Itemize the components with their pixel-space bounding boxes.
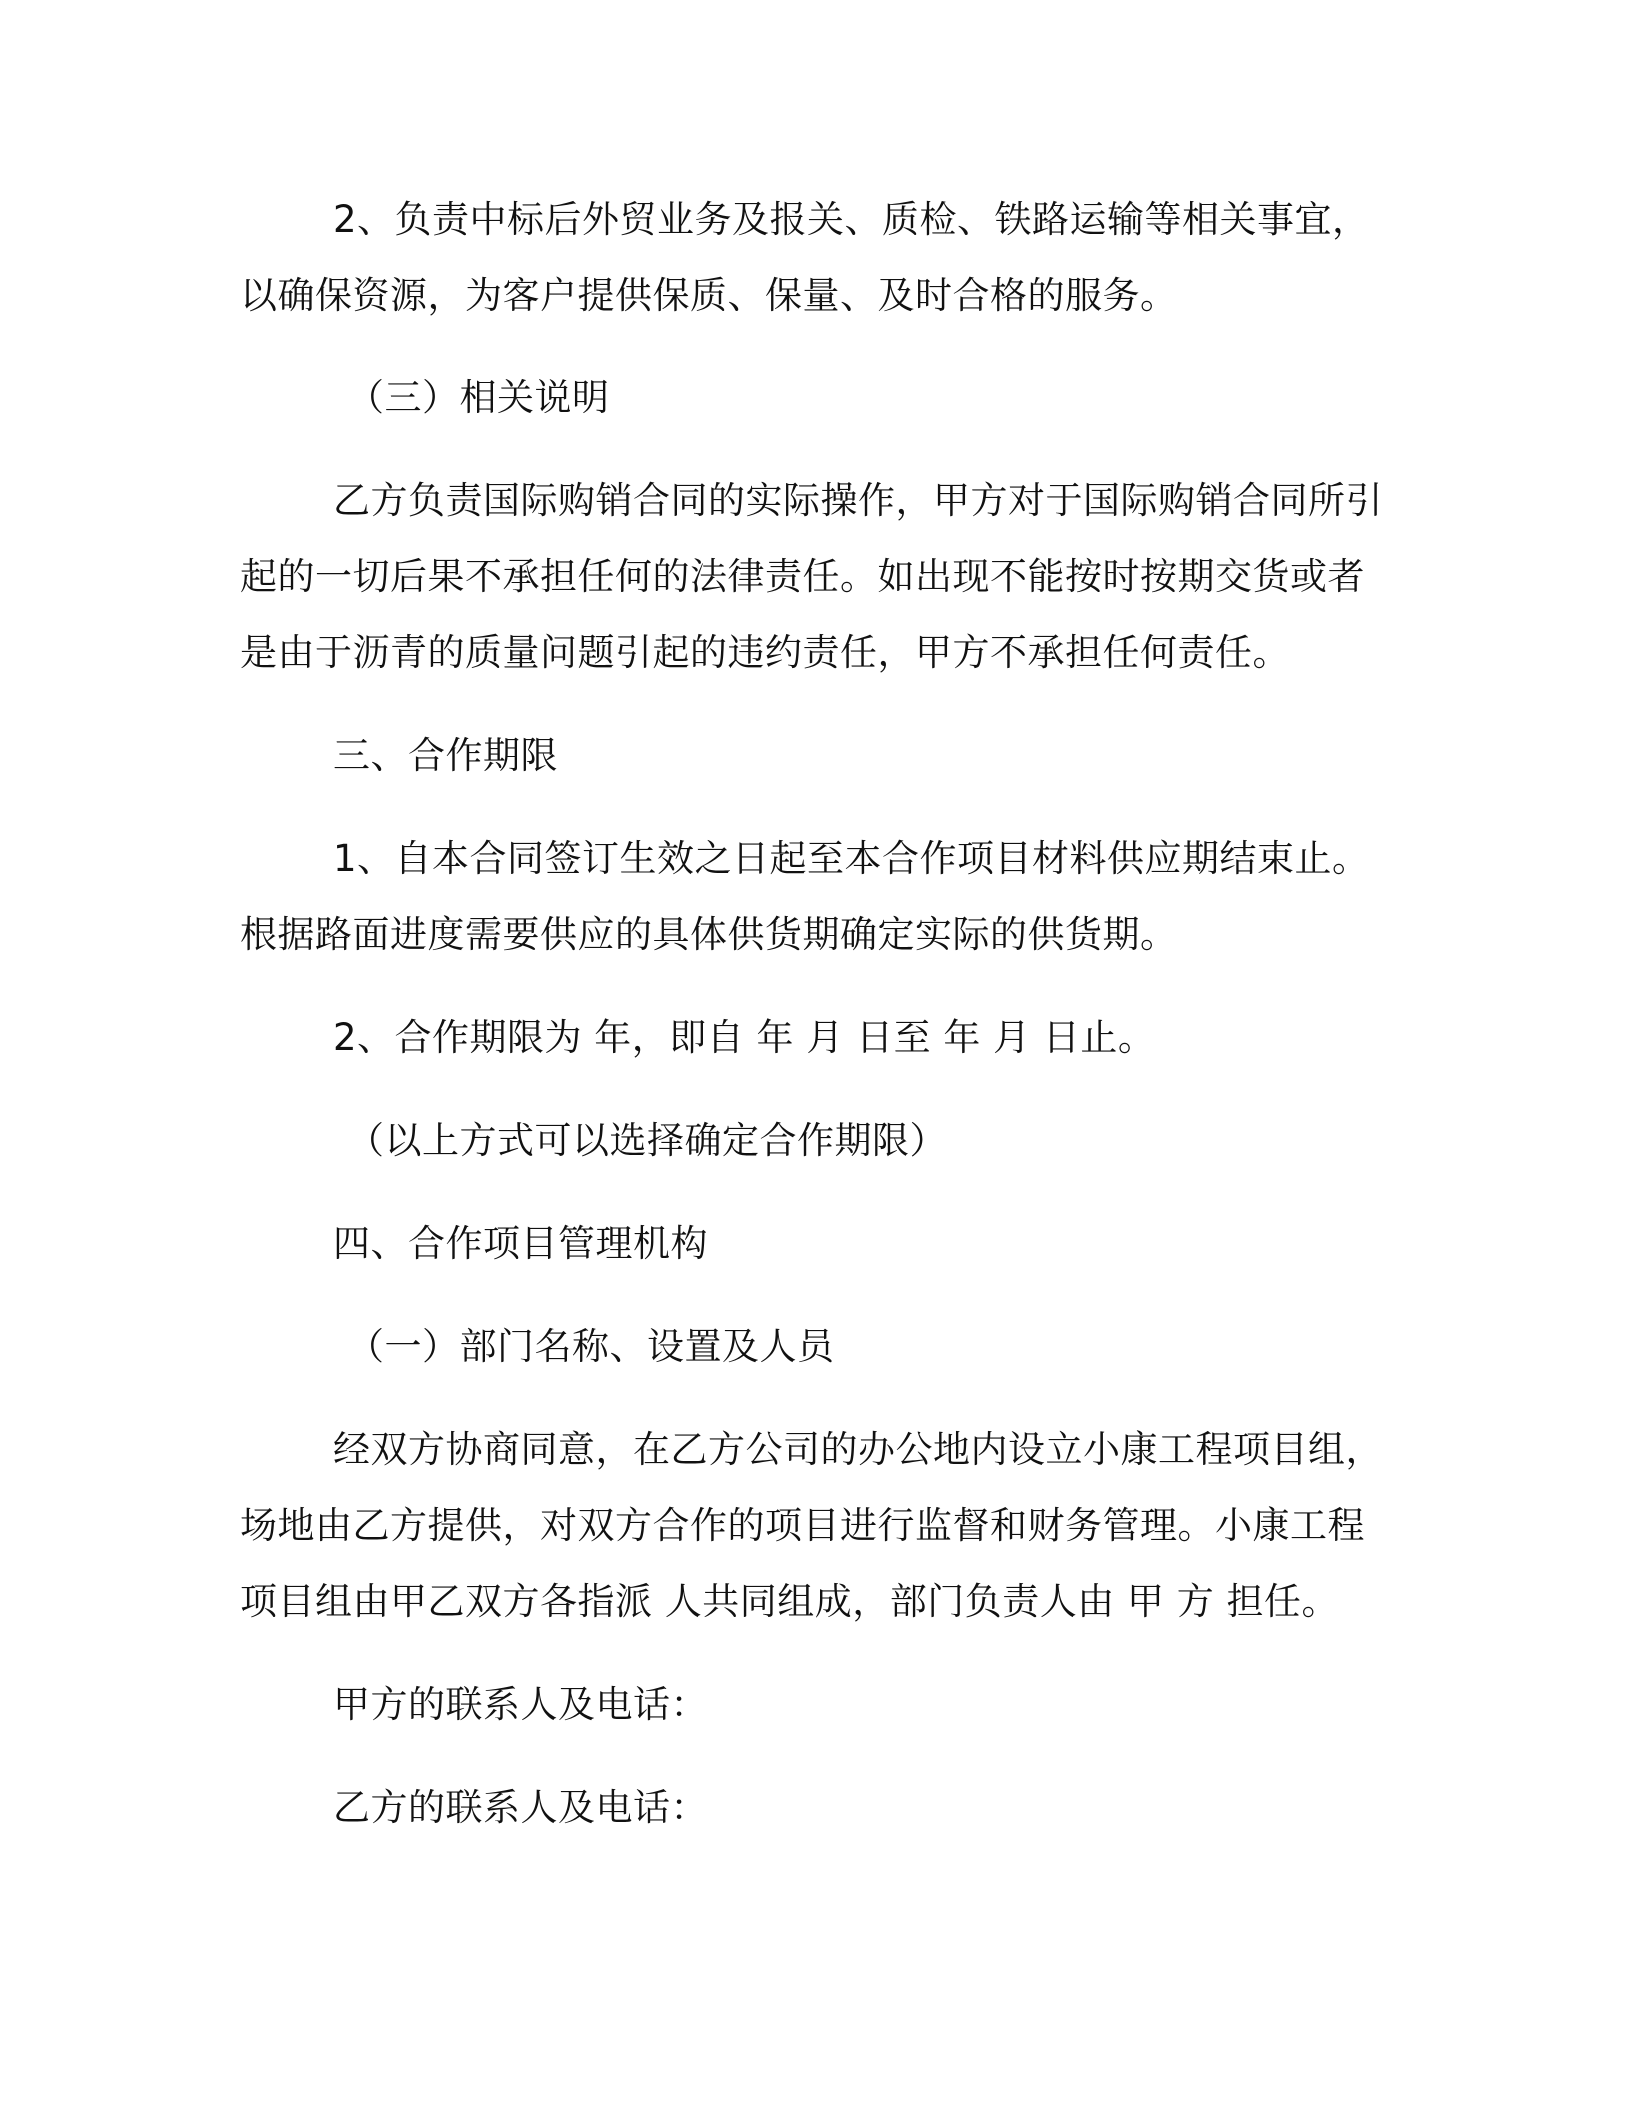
paragraph-line: 是由于沥青的质量问题引起的违约责任，甲方不承担任何责任。: [240, 631, 1290, 674]
paragraph-line: 经双方协商同意，在乙方公司的办公地内设立小康工程项目组，: [333, 1428, 1383, 1471]
section-heading: 三、合作期限: [333, 734, 558, 777]
section-heading: （三）相关说明: [347, 376, 610, 419]
section-heading: 四、合作项目管理机构: [333, 1222, 708, 1265]
paragraph-line: 1、自本合同签订生效之日起至本合作项目材料供应期结束止。: [333, 837, 1370, 880]
paragraph-line: 场地由乙方提供，对双方合作的项目进行监督和财务管理。小康工程: [240, 1504, 1365, 1547]
paragraph-line: 2、负责中标后外贸业务及报关、质检、铁路运输等相关事宜，: [333, 198, 1370, 241]
note-line: （以上方式可以选择确定合作期限）: [347, 1119, 947, 1162]
paragraph-line: 项目组由甲乙双方各指派 人共同组成，部门负责人由 甲 方 担任。: [240, 1580, 1340, 1623]
paragraph-line: 根据路面进度需要供应的具体供货期确定实际的供货期。: [240, 913, 1178, 956]
paragraph-line: 以确保资源，为客户提供保质、保量、及时合格的服务。: [240, 274, 1178, 317]
section-heading: （一）部门名称、设置及人员: [347, 1325, 835, 1368]
contact-line: 乙方的联系人及电话：: [333, 1786, 708, 1829]
paragraph-line: 乙方负责国际购销合同的实际操作，甲方对于国际购销合同所引: [333, 479, 1383, 522]
paragraph-line: 2、合作期限为 年，即自 年 月 日至 年 月 日止。: [333, 1016, 1156, 1059]
paragraph-line: 起的一切后果不承担任何的法律责任。如出现不能按时按期交货或者: [240, 555, 1365, 598]
contact-line: 甲方的联系人及电话：: [333, 1683, 708, 1726]
